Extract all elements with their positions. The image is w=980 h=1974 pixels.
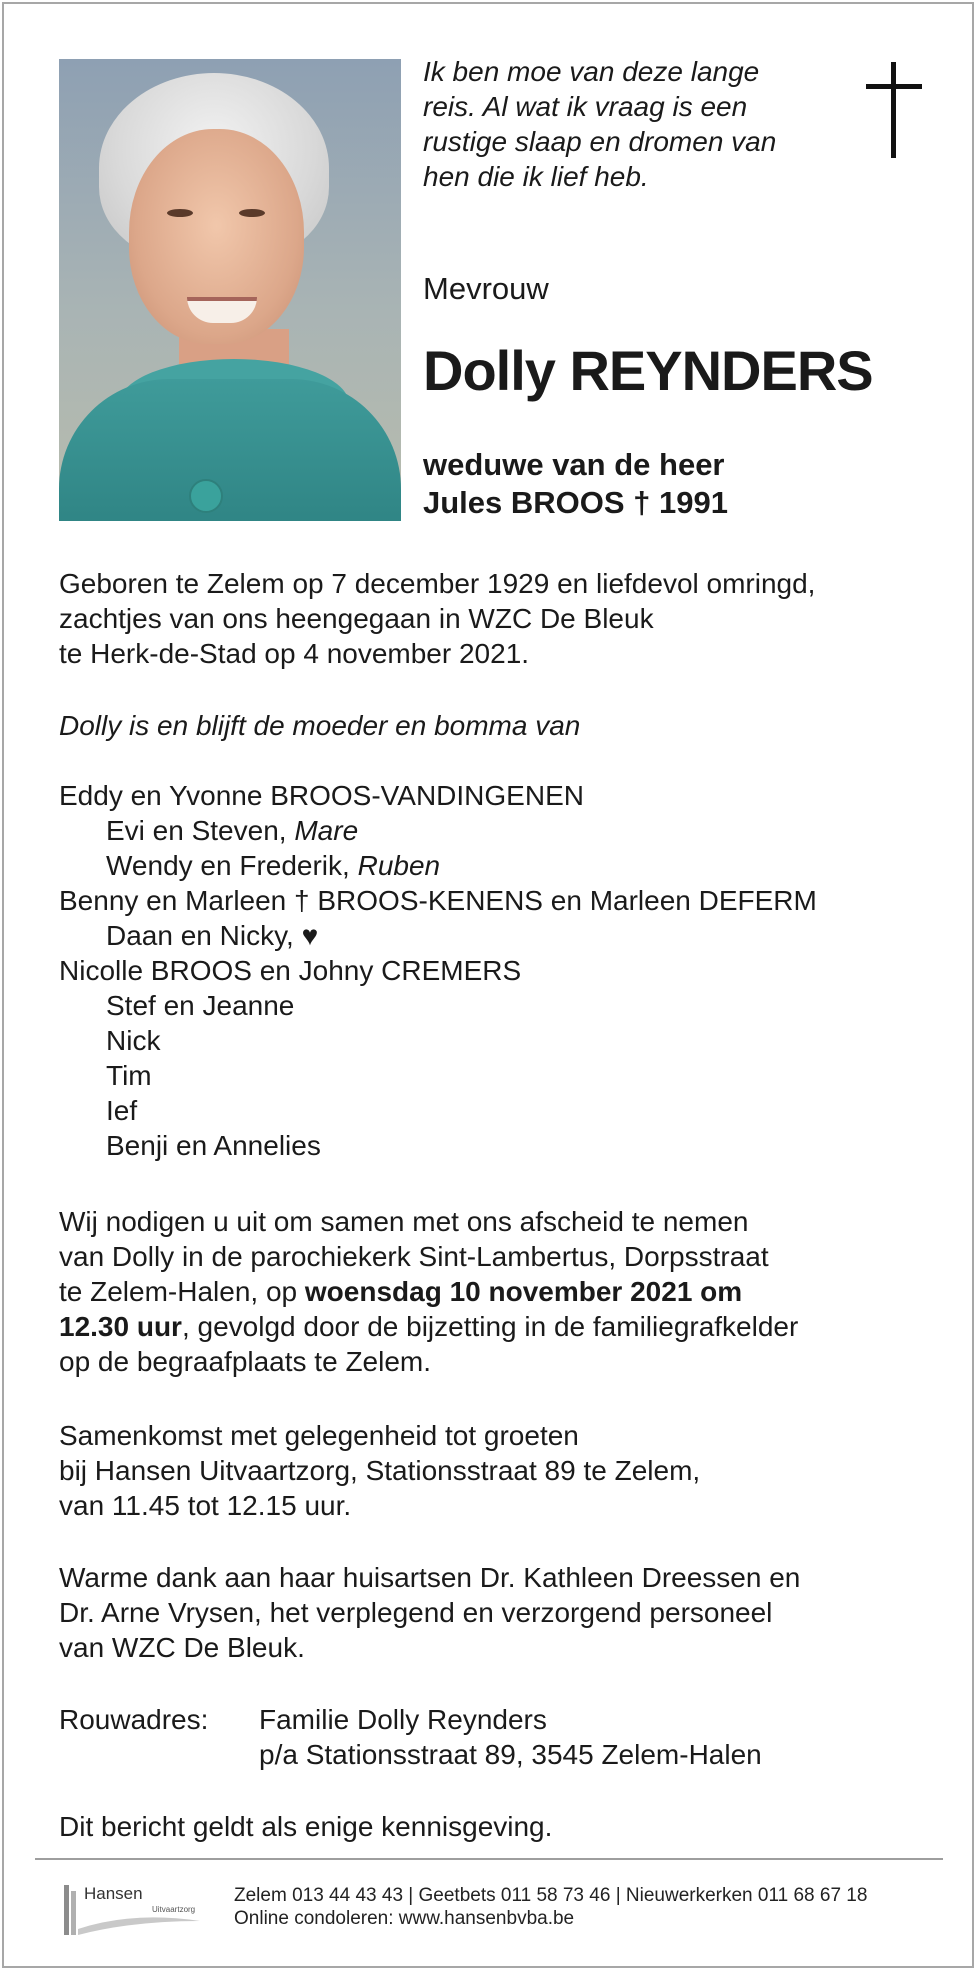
family-intro: Dolly is en blijft de moeder en bomma van xyxy=(59,710,581,741)
ceremony-date: woensdag 10 november 2021 om 12.30 uur xyxy=(59,1276,743,1342)
family-line: Tim xyxy=(106,1060,152,1091)
cross-icon xyxy=(866,62,922,158)
family-list xyxy=(59,778,939,1163)
thanks-text: Warme dank aan haar huisartsen Dr. Kathleen Dreessen en Dr. Arne Vrysen, het verplegend en verzorgend personeel van WZC De Bleuk. xyxy=(59,1562,801,1663)
family-line: Evi en Steven, Mare xyxy=(106,815,359,846)
deceased-name: Dolly REYNDERS xyxy=(423,339,873,402)
family-line: Wendy en Frederik, Ruben xyxy=(106,850,441,881)
notice-text: Dit bericht geldt als enige kennisgeving. xyxy=(59,1811,553,1842)
address-label: Rouwadres: xyxy=(59,1704,209,1735)
family-line: Eddy en Yvonne BROOS-VANDINGENEN xyxy=(59,780,584,811)
poem: Ik ben moe van deze lange reis. Al wat ik vraag is een rustige slaap en dromen van hen die ik lief heb. xyxy=(423,56,777,192)
title-prefix: Mevrouw xyxy=(423,271,549,306)
logo-name: Hansen xyxy=(84,1884,143,1903)
ceremony-text: Wij nodigen u uit om samen met ons afscheid te nemen van Dolly in de parochiekerk Sint-Lambertus, Dorpsstraat te Zelem-Halen, op woensdag 10 november 2021 om 12.30 uur, gevolgd door de bijzetting in de familiegrafkelder op de begraafplaats te Zelem. xyxy=(59,1206,799,1377)
footer-divider xyxy=(35,1858,943,1860)
family-line: Stef en Jeanne xyxy=(106,990,295,1021)
family-line: Nicolle BROOS en Johny CREMERS xyxy=(59,955,522,986)
family-line: Benji en Annelies xyxy=(106,1130,321,1161)
birth-death-text: Geboren te Zelem op 7 december 1929 en liefdevol omringd, zachtjes van ons heengegaan in WZC De Bleuk te Herk-de-Stad op 4 november 2021. xyxy=(59,568,816,669)
family-line: Daan en Nicky, ♥ xyxy=(106,920,319,951)
logo-subtitle: Uitvaartzorg xyxy=(152,1905,196,1914)
family-line: Ief xyxy=(106,1095,138,1126)
portrait-photo xyxy=(59,59,401,521)
address-value: Familie Dolly Reynders p/a Stationsstraat 89, 3545 Zelem-Halen xyxy=(259,1704,762,1770)
footer-phones: Zelem 013 44 43 43 | Geetbets 011 58 73 46 | Nieuwerkerken 011 68 67 18 xyxy=(234,1885,868,1906)
footer-online: Online condoleren: www.hansenbvba.be xyxy=(234,1908,575,1929)
spouse-line: weduwe van de heer Jules BROOS † 1991 xyxy=(423,447,728,520)
family-line: Nick xyxy=(106,1025,161,1056)
gathering-text: Samenkomst met gelegenheid tot groeten bij Hansen Uitvaartzorg, Stationsstraat 89 te Zelem, van 11.45 tot 12.15 uur. xyxy=(59,1420,701,1521)
funeral-address xyxy=(59,1702,939,1772)
family-line: Benny en Marleen † BROOS-KENENS en Marleen DEFERM xyxy=(59,885,817,916)
